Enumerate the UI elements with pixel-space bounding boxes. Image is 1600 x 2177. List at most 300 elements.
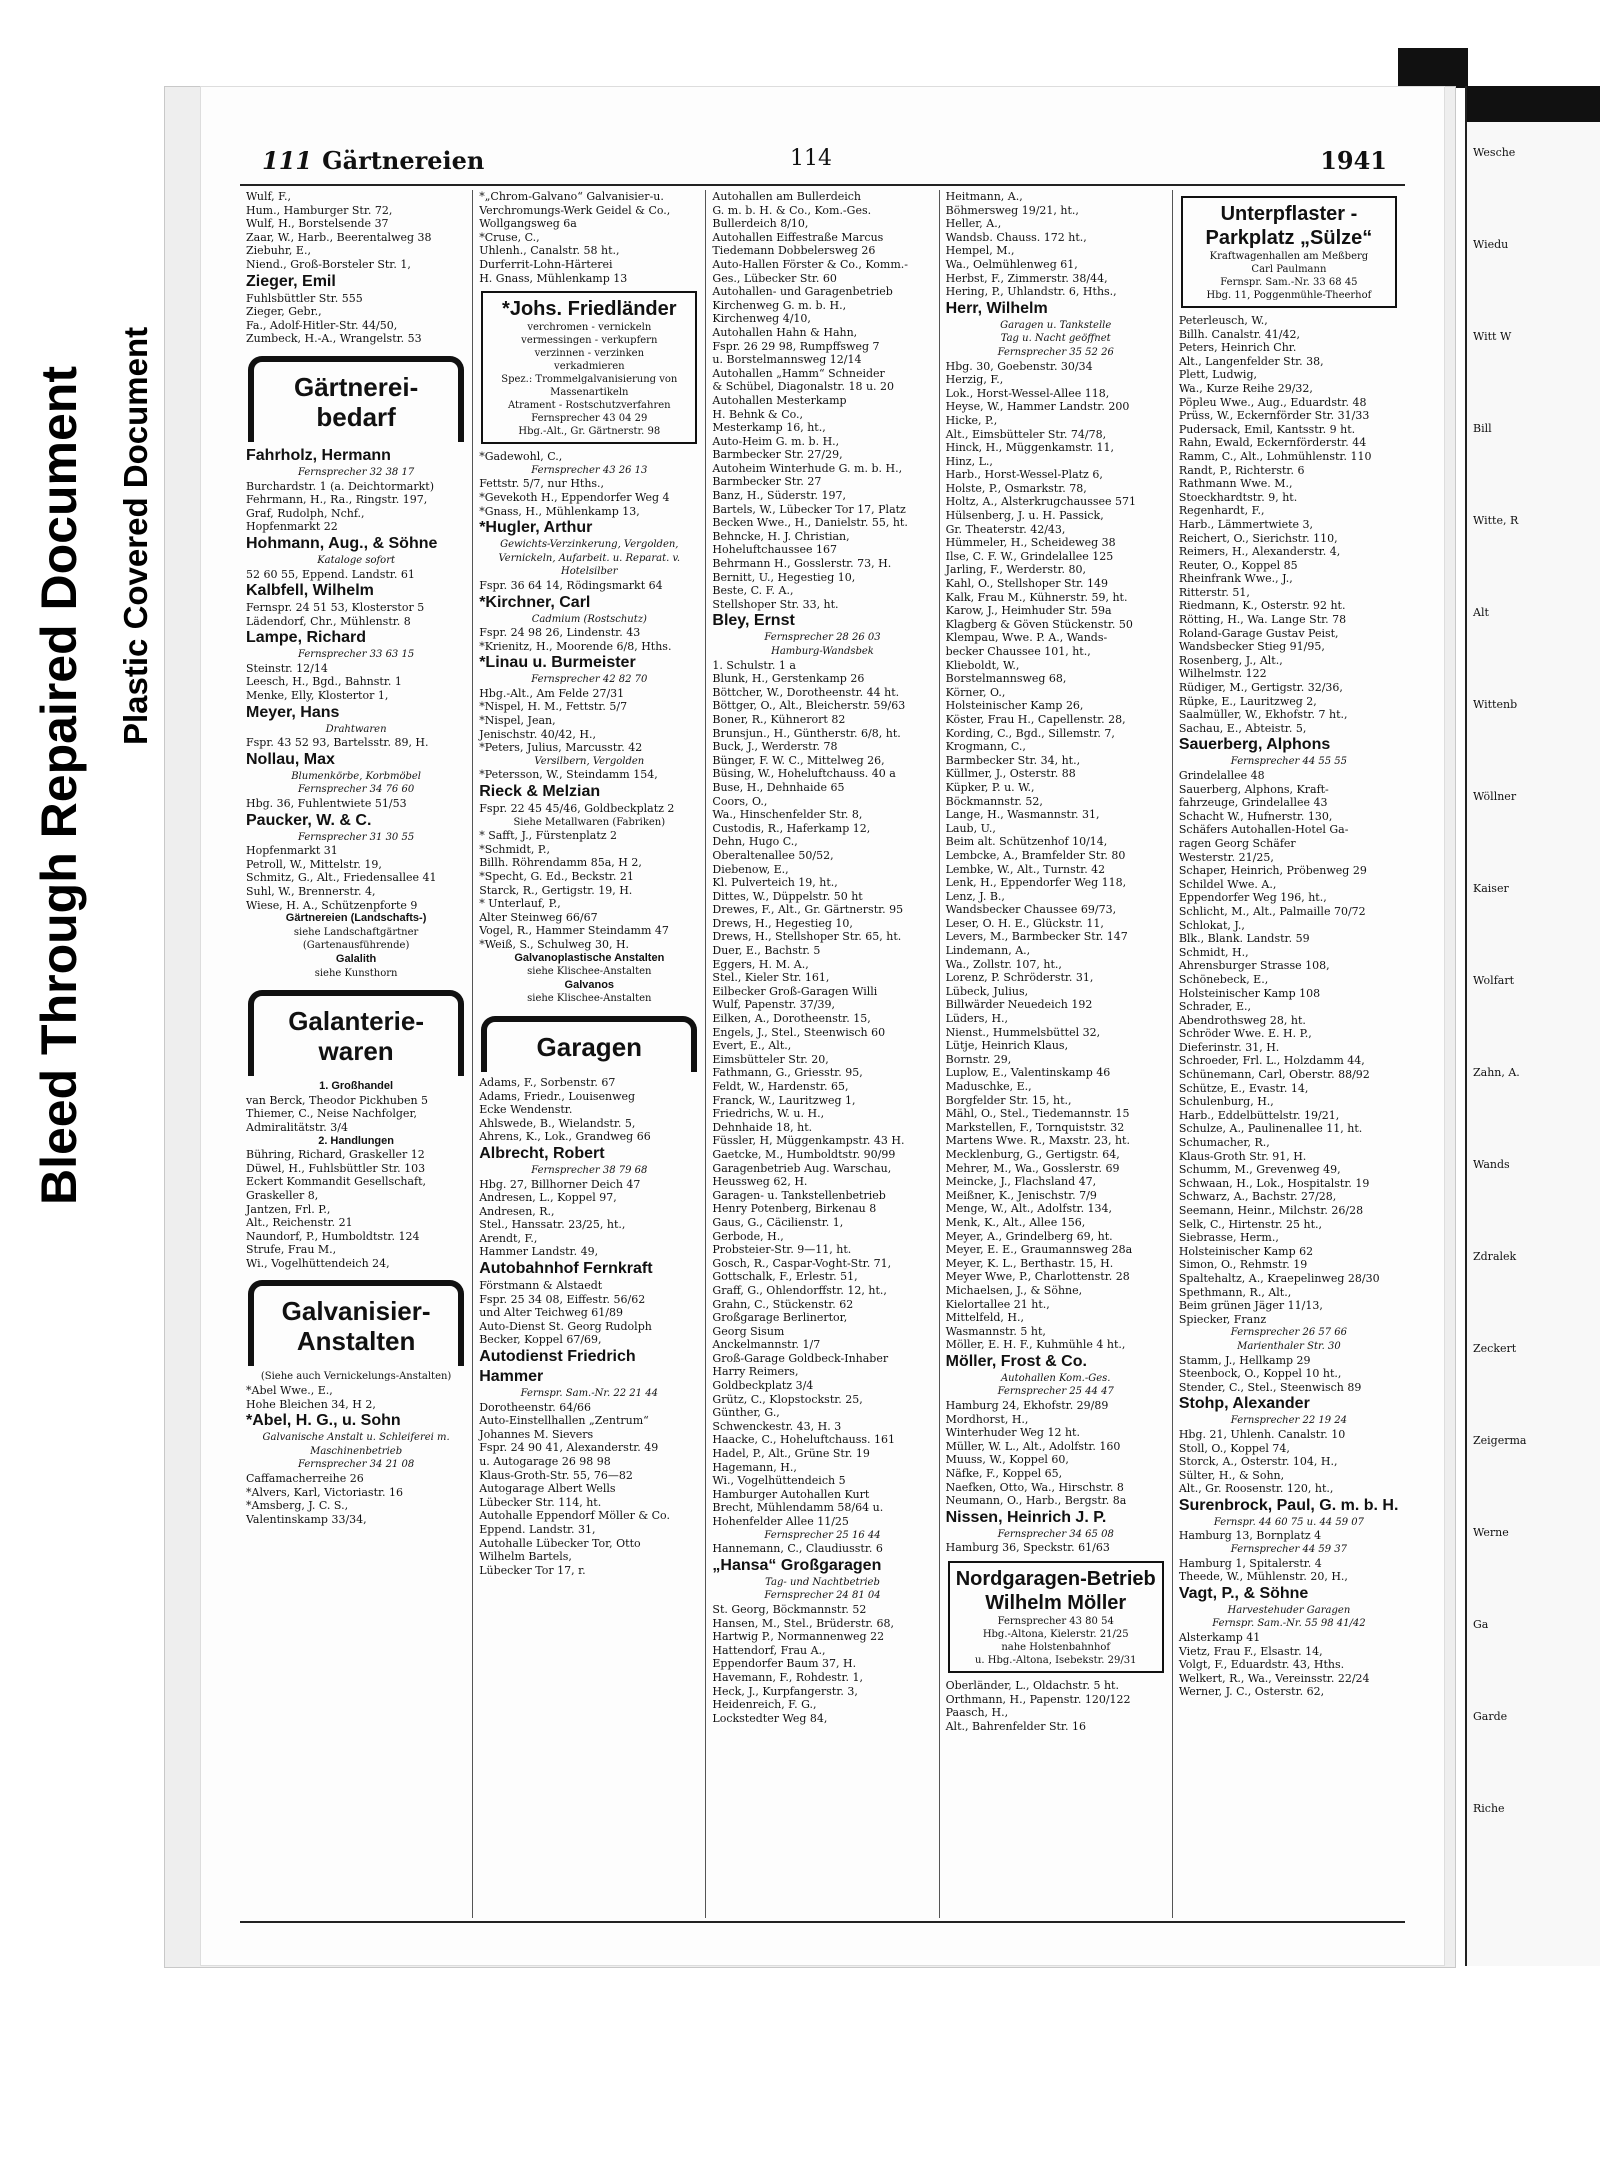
listing-detail: Fernsprecher 25 44 47 [997,1386,1114,1398]
listing-line: *Gnass, H., Mühlenkamp 13, [479,504,640,518]
featured-listing: Surenbrock, Paul, G. m. b. H. [1178,1496,1399,1514]
listing-line: Banz, H., Süderstr. 197, [712,489,847,503]
listing-line: Hinz, L., [945,454,993,468]
listing-line: Seemann, Heinr., Milchstr. 26/28 [1178,1204,1364,1217]
listing-line: Drewes, F., Alt., Gr. Gärtnerstr. 95 [712,903,904,917]
listing-line: Saalmüller, W., Ekhofstr. 7 ht., [1178,708,1348,722]
listing-line: Brecht, Mühlendamm 58/64 u. [712,1501,884,1515]
listing-line: Rötting, H., Wa. Lange Str. 78 [1178,613,1347,627]
listing-detail: Hamburg-Wandsbek [771,646,874,657]
listing-line: Gaus, G., Cäcilienstr. 1, [712,1215,844,1229]
listing-line: Bünger, F. W. C., Mittelweg 26, [712,753,885,767]
listing-line: Winterhuder Weg 12 ht. [945,1426,1080,1440]
listing-line: Fehrmann, H., Ra., Ringstr. 197, [246,493,428,507]
listing-line: Hbg. 21, Uhlenh. Canalstr. 10 [1178,1427,1346,1441]
listing-line: Lädendorf, Chr., Mühlenstr. 8 [246,614,411,628]
listing-detail: Versilbern, Vergolden [534,755,645,767]
listing-line: Buse, H., Dehnhaide 65 [712,780,845,794]
listing-line: Rosenberg, J., Alt., [1178,653,1283,667]
listing-line: Böhmersweg 19/21, ht., [945,203,1079,217]
listing-line: Hansen, M., Stel., Brüderstr. 68, [712,1616,894,1630]
listing-line: Wa., Zollstr. 107, ht., [945,957,1062,971]
listing-line: Bullerdeich 8/10, [712,217,809,231]
adjacent-page-edge [1465,86,1600,1966]
listing-line: Randt, P., Richterstr. 6 [1178,463,1305,477]
listing-line: Plett, Ludwig, [1178,368,1257,382]
listing-line: Autohallen Hahn & Hahn, [712,325,858,339]
listing-line: *Krienitz, H., Moorende 6/8, Hths. [479,639,672,653]
listing-line: Steinstr. 12/14 [246,661,328,675]
listing-line: Suhl, W., Brennerstr. 4, [246,885,376,898]
adjacent-page-fragment: Wittenb [1473,698,1518,711]
listing-line: Holsteinischer Kamp 26, [945,699,1084,713]
listing-line: Wi., Vogelhüttendeich 5 [712,1474,846,1488]
listing-line: Markstellen, F., Tornquiststr. 32 [945,1120,1125,1134]
listing-line: Fspr. 22 45 45/46, Goldbeckplatz 2 [479,802,675,816]
listing-line: Meyer, E. E., Graumannsweg 28a [945,1243,1133,1257]
listing-line: van Berck, Theodor Pickhuben 5 [246,1093,429,1107]
listing-line: Pudersack, Emil, Kantsstr. 9 ht. [1178,422,1356,436]
listing-line: Fernspr. 24 51 53, Klosterstor 5 [246,601,425,615]
listing-line: Wulf, H., Borstelsende 37 [246,217,389,231]
listing-line: Günther, G., [712,1406,780,1420]
listing-line: Autohallen am Bullerdeich [712,190,862,203]
listing-line: Fa., Adolf-Hitler-Str. 44/50, [246,318,398,332]
listing-line: Heyse, W., Hammer Landstr. 200 [945,400,1130,414]
listing-line: *Abel Wwe., E., [246,1384,333,1398]
advertisement-box [948,1561,1164,1673]
listing-line: Hbg. 30, Goebenstr. 30/34 [945,359,1093,373]
listing-line: Borgfelder Str. 15, ht., [945,1093,1072,1107]
listing-line: *Specht, G. Ed., Beckstr. 21 [479,870,634,883]
listing-line: Leser, O. H. E., Glückstr. 11, [945,916,1104,930]
advertisement-title: *Johs. Friedländer [502,298,677,321]
listing-line: Eckert Kommandit Gesellschaft, [246,1175,426,1189]
listing-line: *Gadewohl, C., [479,450,563,464]
listing-line: Böckmannstr. 52, [945,794,1043,808]
listing-line: Dieferinstr. 31, H. [1178,1040,1280,1054]
column-3 [705,190,938,1918]
listing-line: Eimsbütteler Str. 20, [712,1052,829,1066]
listing-line: Boner, R., Kühnerort 82 [712,712,846,726]
listing-line: Naefken, Otto, Wa., Hirschstr. 8 [945,1480,1124,1494]
featured-listing: „Hansa“ Großgaragen [712,1556,882,1574]
listing-line: Autohallen Mesterkamp [712,393,847,407]
listing-line: Klempau, Wwe. P. A., Wands- [945,631,1108,645]
listing-detail: Fernsprecher 38 79 68 [531,1164,648,1176]
listing-line: Gottschalk, F., Erlestr. 51, [712,1270,858,1284]
listing-line: Fspr. 36 64 14, Rödingsmarkt 64 [479,578,663,592]
section-number: 111 [262,146,313,175]
listing-line: Petroll, W., Mittelstr. 19, [246,857,382,871]
advertisement-line: Atrament - Rostschutzverfahren [508,400,671,412]
listing-line: Möller, E. H. F., Kuhmühle 4 ht., [945,1338,1126,1352]
listing-line: Hbg. 27, Billhorner Deich 47 [479,1177,641,1191]
listing-line: Menke, Elly, Klostertor 1, [246,689,389,703]
listing-line: *Gevekoth H., Eppendorfer Weg 4 [479,490,670,504]
listing-line: Groß-Garage Goldbeck-Inhaber [712,1351,889,1365]
listing-line: G. m. b. H. & Co., Kom.-Ges. [712,203,872,217]
listing-line: Andresen, L., Koppel 97, [479,1191,617,1205]
listing-line: Thiemer, C., Neise Nachfolger, [246,1107,417,1121]
listing-line: H. Behnk & Co., [712,407,804,421]
listing-line: Fspr. 43 52 93, Bartelsstr. 89, H. [246,736,429,750]
listing-line: Anckelmannstr. 1/7 [712,1338,821,1352]
listing-line: Näfke, F., Koppel 65, [945,1467,1063,1481]
advertisement-line: Carl Paulmann [1251,264,1327,275]
listing-line: Eilbecker Groß-Garagen Willi [712,984,878,998]
listing-line: Küllmer, J., Osterstr. 88 [945,767,1076,781]
listing-line: Autohallen Eiffestraße Marcus [712,230,884,244]
featured-listing: Stohp, Alexander [1178,1395,1310,1413]
adjacent-page-fragment: Witt W [1473,330,1512,343]
listing-line: Naundorf, P., Humboldtstr. 124 [246,1229,420,1243]
listing-line: Schwenckestr. 43, H. 3 [712,1419,842,1433]
featured-listing: Zieger, Emil [246,272,336,290]
listing-line: Neumann, O., Harb., Bergstr. 8a [945,1494,1127,1508]
listing-line: Siebrasse, Herm., [1178,1231,1279,1245]
featured-listing: Autodienst Friedrich Hammer [479,1348,636,1386]
listing-line: Wa., Oelmühlenweg 61, [945,257,1078,271]
listing-line: Hartwig P., Normannenweg 22 [712,1630,885,1644]
listing-line: Ahrensburger Strasse 108, [1178,959,1330,973]
plastic-covered-label: Plastic Covered Document [117,326,154,745]
adjacent-page-fragment: Wesche [1473,146,1516,159]
listing-line: Hopfenmarkt 22 [246,520,338,534]
listing-line: Reuter, O., Koppel 85 [1178,558,1298,572]
listing-line: Meißner, K., Jenischstr. 7/9 [945,1188,1097,1202]
listing-line: und Alter Teichweg 61/89 [479,1306,623,1320]
listing-line: Borstelmannsweg 68, [945,672,1067,686]
listing-line: St. Georg, Böckmannstr. 52 [712,1602,867,1616]
listing-line: Reimers, H., Alexanderstr. 4, [1178,545,1341,559]
listing-line: Beim grünen Jäger 11/13, [1178,1299,1323,1313]
listing-line: Havemann, F., Rohdestr. 1, [712,1670,863,1684]
listing-line: Heck, J., Kurpfangerstr. 3, [712,1684,858,1698]
listing-line: Klagberg & Göven Stückenstr. 50 [945,617,1133,631]
listing-line: Stoeckhardtstr. 9, ht. [1178,490,1298,504]
advertisement-line: vermessingen - verkupfern [521,335,658,347]
listing-line: Alt., Reichenstr. 21 [246,1216,353,1230]
listing-detail: Fernsprecher 42 82 70 [531,674,648,686]
listing-line: Zaar, W., Harb., Beerentalweg 38 [246,230,432,244]
listing-line: Adams, F., Sorbenstr. 67 [479,1075,616,1089]
listing-line: Köster, Frau H., Capellenstr. 28, [945,712,1126,726]
listing-line: Mittelfeld, H., [945,1311,1024,1325]
advertisement-title: Unterpflaster - Parkplatz „Sülze“ [1205,203,1373,249]
listing-line: Ilse, C. F. W., Grindelallee 125 [945,549,1114,563]
listing-line: *Nispel, Jean, [479,714,556,728]
listing-detail: Marienthaler Str. 30 [1237,1340,1341,1352]
listing-line: Sauerberg, Alphons, Kraft- [1178,782,1329,796]
advertisement-line: nahe Holstenbahnhof [1001,1642,1111,1653]
listing-line: Strufe, Frau M., [246,1243,337,1257]
listing-line: u. Autogarage 26 98 98 [479,1455,611,1468]
featured-listing: Sauerberg, Alphons [1178,736,1331,754]
listing-line: Andresen, R., [479,1204,555,1218]
listing-line: Simon, O., Rehmstr. 19 [1178,1258,1308,1272]
listing-line: Garagenbetrieb Aug. Warschau, [712,1161,892,1175]
listing-line: Schulenburg, H., [1178,1095,1274,1109]
scan-border-bar [1398,48,1468,88]
featured-listing: Albrecht, Robert [479,1144,605,1162]
listing-detail: Fernsprecher 44 59 37 [1230,1544,1348,1556]
listing-detail: Harvestehuder Garagen [1227,1604,1351,1616]
listing-line: Blunk, H., Gerstenkamp 26 [712,672,865,686]
listing-line: Mecklenburg, G., Gertigstr. 64, [945,1147,1120,1161]
listing-line: Alter Steinweg 66/67 [479,910,598,924]
listing-line: Diebenow, E., [712,862,789,876]
listing-line: Gosch, R., Caspar-Voght-Str. 71, [712,1256,892,1270]
category-heading: Galalith [335,952,377,965]
listing-line: Kahl, O., Stellshoper Str. 149 [945,577,1108,591]
listing-line: Drews, H., Hegestieg 10, [712,916,853,930]
listing-line: Valentinskamp 33/34, [246,1512,367,1526]
listing-detail: Fernsprecher 34 65 08 [997,1528,1114,1540]
listing-line: Autohalle Lübecker Tor, Otto [479,1536,641,1550]
listing-line: Harb., Lämmertwiete 3, [1178,517,1314,531]
adjacent-page-fragment: Wands [1473,1158,1510,1171]
listing-line: Vogel, R., Hammer Steindamm 47 [479,924,669,938]
bleed-through-label: Bleed Through Repaired Document [31,366,87,1205]
listing-line: Wandsbecker Stieg 91/95, [1178,640,1325,654]
listing-line: Wandsbecker Chaussee 69/73, [945,903,1117,917]
listing-line: Ahlswede, B., Wielandstr. 5, [479,1116,636,1130]
listing-line: Alt., Langenfelder Str. 38, [1178,354,1324,368]
listing-line: Böttcher, W., Dorotheenstr. 44 ht. [712,685,900,699]
listing-line: Hering, P., Uhlandstr. 6, Hths., [945,285,1117,299]
listing-line: Kalk, Frau M., Kühnerstr. 59, ht. [945,590,1128,604]
page-year: 1941 [1320,146,1387,175]
listing-line: Großgarage Berlinertor, [712,1311,848,1325]
listing-line: ragen Georg Schäfer [1178,836,1296,850]
listing-line: Schmidt, H., [1178,945,1249,959]
listing-line: Orthmann, H., Papenstr. 120/122 [945,1692,1131,1706]
listing-line: Wasmannstr. 5 ht, [945,1324,1046,1338]
listing-line: Lübecker Str. 114, ht. [479,1495,602,1509]
listing-line: Starck, R., Gertigstr. 19, H. [479,883,633,897]
listing-line: Sülter, H., & Sohn, [1178,1468,1285,1482]
listing-line: Hamburg 24, Ekhofstr. 29/89 [945,1399,1109,1413]
listing-detail: Fernsprecher 44 55 55 [1230,756,1348,768]
listing-line: Bernitt, U., Hegestieg 10, [712,570,856,584]
listing-line: Autohalle Eppendorf Möller & Co. [479,1509,670,1523]
listing-line: Hamburg 13, Bornplatz 4 [1178,1529,1322,1543]
listing-line: Uhlenh., Canalstr. 58 ht., [479,244,620,258]
listing-line: Wa., Hinschenfelder Str. 8, [712,808,863,822]
cross-reference: Siehe Metallwaren (Fabriken) [513,816,666,828]
listing-line: Kirchenweg 4/10, [712,312,811,326]
listing-line: Behncke, H. J. Christian, [712,529,850,543]
listing-line: Kording, C., Bgd., Sillemstr. 7, [945,726,1115,740]
listing-line: Ahrens, K., Lok., Grandweg 66 [479,1130,651,1144]
listing-line: Schumm, M., Grevenweg 49, [1178,1163,1341,1177]
cross-reference: siehe Klischee-Anstalten [527,993,652,1005]
column-5 [1172,190,1405,1918]
listing-line: Hum., Hamburger Str. 72, [246,203,393,217]
listing-line: Probsteier-Str. 9—11, ht. [712,1243,852,1257]
listing-line: Schlokat, J., [1178,918,1245,932]
listing-line: Schütze, E., Evastr. 14, [1178,1081,1309,1095]
listing-line: Rahn, Ewald, Eckernförderstr. 44 [1178,436,1367,450]
section-heading [262,146,484,175]
listing-detail: Fernsprecher 26 57 66 [1230,1327,1348,1339]
listing-line: Lütje, Heinrich Klaus, [945,1039,1069,1053]
listing-detail: Fernspr. Sam.-Nr. 55 98 41/42 [1212,1618,1366,1630]
listing-line: Peterleusch, W., [1178,314,1268,327]
cross-reference: (Siehe auch Vernickelungs-Anstalten) [260,1371,452,1383]
featured-listing: Möller, Frost & Co. [945,1352,1087,1370]
listing-line: Beim alt. Schützenhof 10/14, [945,835,1108,849]
listing-line: Rüpke, E., Lauritzweg 2, [1178,694,1317,708]
listing-line: Franck, W., Lauritzweg 1, [712,1093,856,1107]
listing-line: Mehrer, M., Wa., Gosslerstr. 69 [945,1161,1120,1175]
listing-line: Schildel Wwe. A., [1178,877,1277,891]
featured-listing: Hohmann, Aug., & Söhne [246,534,438,552]
listing-line: Regenhardt, F., [1178,504,1265,518]
listing-line: Hannemann, C., Claudiusstr. 6 [712,1542,883,1556]
listing-line: Zieger, Gebr., [246,305,322,319]
listing-line: Gaetcke, M., Humboldtstr. 90/99 [712,1147,896,1161]
listing-line: Oberaltenallee 50/52, [712,848,834,862]
listing-line: Auto-Einstellhallen „Zentrum“ [479,1414,649,1428]
listing-line: Custodis, R., Haferkamp 12, [712,821,871,835]
listing-line: Hamburg 36, Speckstr. 61/63 [945,1541,1110,1555]
listing-line: Herbst, F., Zimmerstr. 38/44, [945,271,1108,285]
adjacent-page-fragment: Ga [1473,1618,1489,1631]
listing-line: Wi., Vogelhüttendeich 24, [246,1256,390,1270]
listing-line: Karow, J., Heimhuder Str. 59a [945,604,1112,618]
listing-line: Beste, C. F. A., [712,584,794,598]
adjacent-page-fragment: Garde [1473,1710,1508,1723]
listing-line: Evert, E., Alt., [712,1039,792,1053]
listing-line: Gr. Theaterstr. 42/43, [945,522,1066,536]
listing-line: Menge, W., Alt., Adolfstr. 134, [945,1202,1113,1216]
listing-line: *Amsberg, J. C. S., [246,1499,349,1513]
listing-detail: Drahtwaren [325,723,387,735]
listing-line: Küpker, P. u. W., [945,780,1035,794]
listing-line: Becken Wwe., H., Danielstr. 55, ht. [712,516,908,530]
listing-line: Fathmann, G., Griesstr. 95, [712,1066,863,1080]
listing-line: Lübecker Tor 17, r. [479,1563,586,1577]
listing-line: Auto-Heim G. m. b. H., [712,434,840,448]
listing-line: Vietz, Frau F., Elsastr. 14, [1178,1644,1323,1658]
listing-line: Hohenfelder Allee 11/25 [712,1515,849,1528]
listing-line: Sachau, E., Abteistr. 5, [1178,721,1307,735]
listing-line: Georg Sisum [712,1324,785,1338]
listing-line: Holsteinischer Kamp 108 [1178,986,1321,1000]
advertisement-line: Spez.: Trommelgalvanisierung von Massenartikeln [501,374,678,399]
listing-line: Barmbecker Str. 27 [712,475,822,489]
listing-line: Rheinfrank Wwe., J., [1178,572,1293,586]
listing-line: Levers, M., Barmbecker Str. 147 [945,930,1128,944]
advertisement-line: Fernsprecher 43 80 54 [997,1616,1114,1627]
listing-line: Martens Wwe. R., Maxstr. 23, ht. [945,1134,1130,1148]
listing-line: Holste, P., Osmarkstr. 78, [945,481,1087,495]
listing-line: Steenbock, O., Koppel 10 ht., [1178,1367,1342,1381]
listing-line: Meyer, A., Grindelberg 69, ht. [945,1229,1113,1243]
listing-line: Hümmeler, H., Scheideweg 38 [945,536,1116,550]
listing-line: Brunsjun., H., Güntherstr. 6/8, ht. [712,726,901,740]
listing-line: Caffamacherreihe 26 [246,1472,364,1486]
listing-line: *„Chrom-Galvano“ Galvanisier-u. Verchromungs-Werk Geidel & Co., Wollgangsweg 6a [479,190,671,231]
listing-detail: Fernsprecher 43 26 13 [531,464,648,476]
listing-detail: Fernsprecher 34 76 60 [297,784,415,796]
listing-line: Kielortallee 21 ht., [945,1297,1050,1311]
listing-line: Stel., Kieler Str. 161, [712,971,830,985]
listing-line: Graf, Rudolph, Nchf., [246,506,365,520]
listing-line: Stellshoper Str. 33, ht. [712,597,839,611]
listing-line: Heller, A., [945,217,1002,231]
column-4 [939,190,1172,1918]
adjacent-page-fragment: Riche [1473,1802,1505,1815]
advertisement-line: Hbg.-Altona, Kielerstr. 21/25 [982,1629,1129,1640]
listing-line: Fspr. 25 34 08, Eiffestr. 56/62 [479,1292,646,1306]
listing-line: Admiralitätstr. 3/4 [246,1120,348,1134]
listing-line: Bornstr. 29, [945,1052,1012,1066]
page-header [230,146,1425,176]
listing-line: Hattendorf, Frau A., [712,1643,826,1657]
listing-line: Wulf, F., [246,190,292,203]
listing-line: Luplow, E., Valentinskamp 46 [945,1066,1111,1080]
listing-line: Feldt, W., Hardenstr. 65, [712,1080,849,1093]
advertisement-line: u. Hbg.-Altona, Isebekstr. 29/31 [974,1655,1137,1666]
adjacent-page-fragment: Kaiser [1473,882,1509,895]
listing-line: Eilken, A., Dorotheenstr. 15, [712,1012,871,1026]
listing-line: Schwaan, H., Lok., Hospitalstr. 19 [1178,1176,1370,1190]
featured-listing: Bley, Ernst [712,612,795,630]
listing-line: Krogmann, C., [945,740,1026,754]
listing-line: Ramm, C., Alt., Lohmühlenstr. 110 [1178,449,1372,463]
listing-line: Schaper, Heinrich, Pröbenweg 29 [1178,864,1367,878]
listing-line: Heussweg 62, H. [712,1175,808,1189]
listing-line: Eppend. Landstr. 31, [479,1522,596,1536]
listing-detail: Fernsprecher 25 16 44 [764,1529,881,1541]
featured-listing: Nollau, Max [246,750,335,768]
listing-line: Barmbecker Str. 34, ht., [945,753,1081,767]
listing-line: Müller, W. L., Alt., Adolfstr. 160 [945,1439,1121,1453]
listing-line: 52 60 55, Eppend. Landstr. 61 [246,567,415,581]
listing-line: Auto-Hallen Förster & Co., Komm.-Ges., Lübecker Str. 60 [712,257,908,285]
category-heading: Galvanoplastische Anstalten [514,951,665,964]
listing-line: Stoll, O., Koppel 74, [1178,1441,1290,1455]
listing-line: Hoheluftchaussee 167 [712,543,837,557]
listing-detail: Fernsprecher 32 38 17 [297,466,415,478]
adjacent-page-fragment: Wolfart [1473,974,1515,987]
listing-line: Hagemann, H., [712,1460,797,1474]
featured-listing: Nissen, Heinrich J. P. [945,1508,1107,1526]
listing-line: Fspr. 26 29 98, Rumpffsweg 7 [712,339,880,353]
category-heading: Gärtnereien (Landschafts-) [285,912,427,925]
listing-line: Dehn, Hugo C., [712,835,798,849]
listing-line: Leesch, H., Bgd., Bahnstr. 1 [246,675,402,689]
listing-line: Lenk, H., Eppendorfer Weg 118, [945,876,1127,890]
listing-line: *Cruse, C., [479,230,540,244]
listing-line: Wandsb. Chauss. 172 ht., [945,230,1087,244]
listing-line: H. Gnass, Mühlenkamp 13 [479,271,628,285]
listing-line: Behrmann H., Gosslerstr. 73, H. [712,557,892,571]
listing-detail: Tag- und Nachtbetrieb [765,1576,880,1588]
listing-line: Hicke, P., [945,413,998,427]
listing-detail: Fernsprecher 33 63 15 [297,649,415,661]
listing-line: Bühring, Richard, Graskeller 12 [246,1148,425,1162]
adjacent-page-fragment: Wöllner [1473,790,1517,803]
listing-line: Kl. Pulverteich 19, ht., [712,876,838,890]
listing-line: Lembcke, A., Bramfelder Str. 80 [945,848,1126,862]
listing-line: Wilhelmstr. 122 [1178,667,1267,681]
advertisement-line: Fernspr. Sam.-Nr. 33 68 45 [1220,277,1358,288]
adjacent-page-fragment: Witte, R [1473,514,1519,527]
